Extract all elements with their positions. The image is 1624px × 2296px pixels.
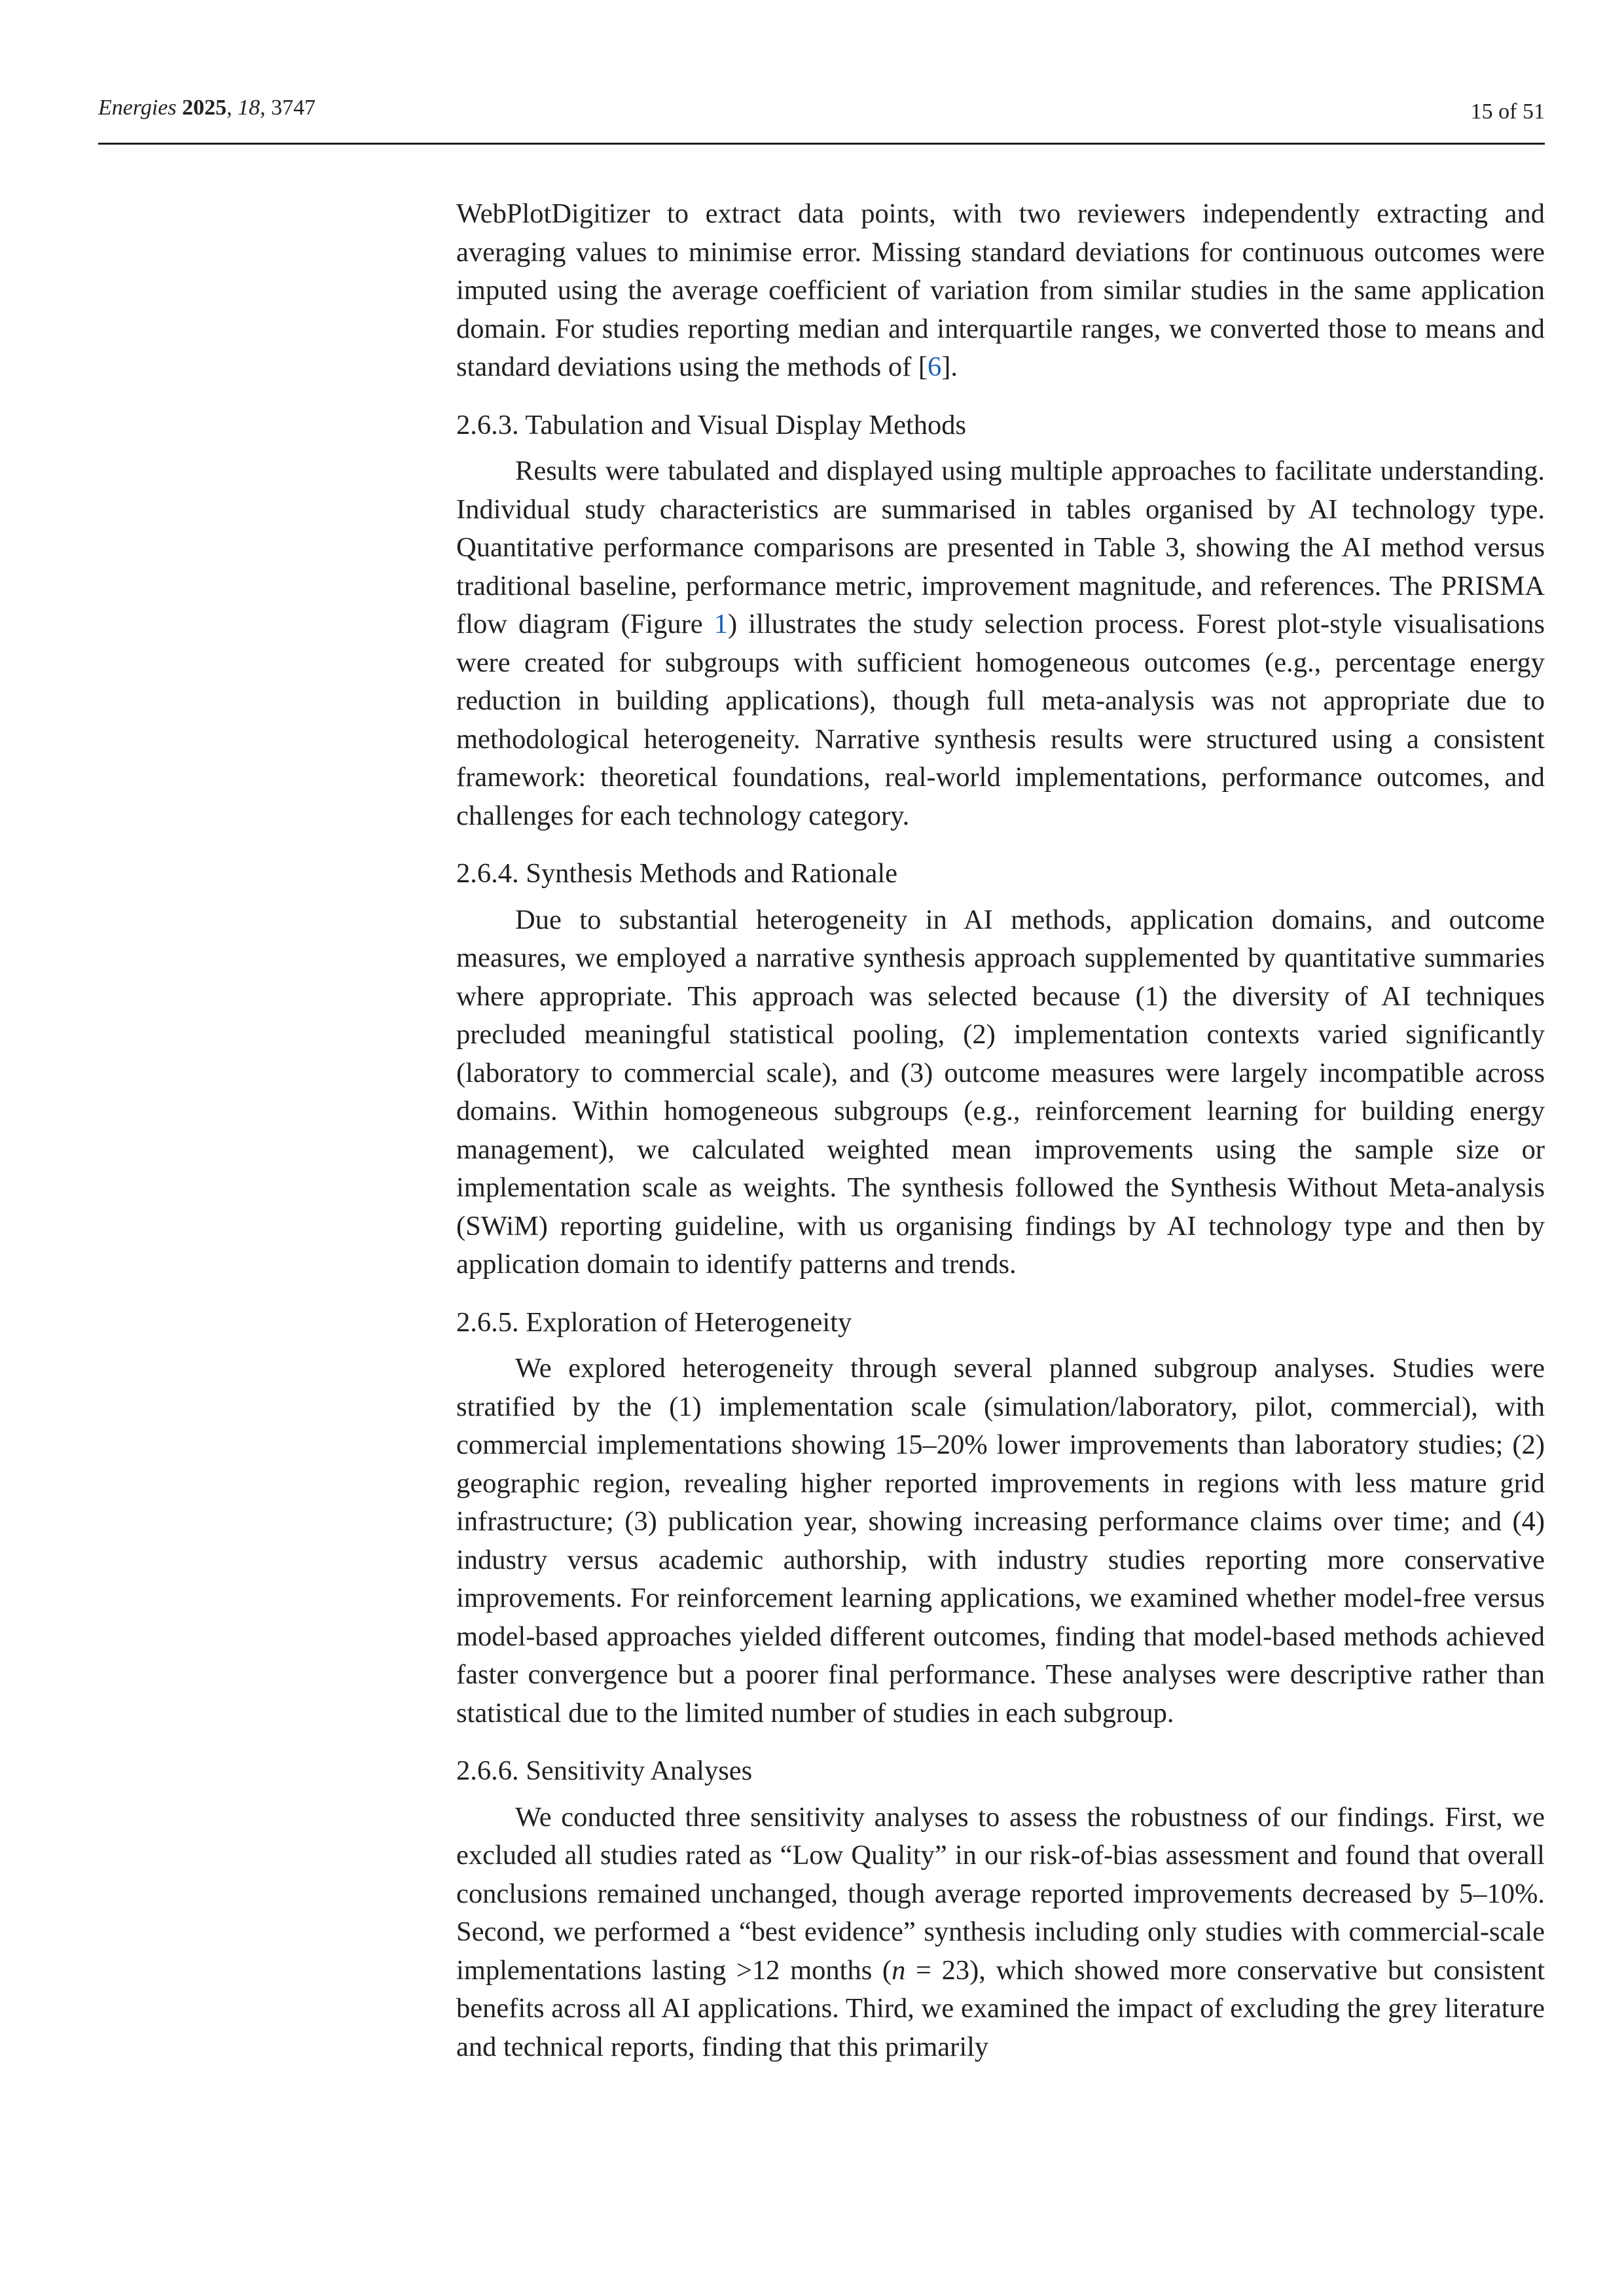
sample-size-symbol: n (892, 1954, 906, 1986)
section-paragraph-2-6-6 (456, 1799, 1545, 2067)
journal-citation: Energies 2025, 18, 3747 (98, 96, 316, 120)
section-text-end: = 23), which showed more conservative but consistent benefits across all AI applications. Third, we examined the impact of excluding the grey literature and technical reports, finding that this primarily (456, 1954, 1545, 2062)
section-heading-2-6-5: 2.6.5. Exploration of Heterogeneity (456, 1306, 852, 1338)
journal-name: Energies (98, 96, 177, 120)
intro-text: WebPlotDigitizer to extract data points, with two reviewers independently extracting and averaging values to minimise error. Missing standard deviations for continuous outcomes were imputed using the average coefficient of variation from similar studies in the same application domain. For studies reporting median and interquartile ranges, we converted those to means and standard deviations using the methods of [ (456, 198, 1545, 382)
section-text: Results were tabulated and displayed using multiple approaches to facilitate understanding. Individual study characteristics are summarised in tables organised by AI technology type. Quantitative performance comparisons are presented in Table 3, showing the AI method versus traditional baseline, performance metric, improvement magnitude, and references. The PRISMA flow diagram (Figure (456, 456, 1545, 639)
intro-paragraph (456, 195, 1545, 387)
section-text-end: ) illustrates the study selection process. Forest plot-style visualisations were created for subgroups with sufficient homogeneous outcomes (e.g., percentage energy reduction in building applications), though full meta-analysis was not appropriate due to methodological heterogeneity. Narrative synthesis results were structured using a consistent framework: theoretical foundations, real-world implementations, performance outcomes, and challenges for each technology category. (456, 609, 1545, 831)
section-heading-2-6-6: 2.6.6. Sensitivity Analyses (456, 1755, 753, 1786)
section-text: We conducted three sensitivity analyses to assess the robustness of our findings. First, we excluded all studies rated as “Low Quality” in our risk-of-bias assessment and found that overall conclusions remained unchanged, though average reported improvements decreased by 5–10%. Second, we performed a “best evidence” synthesis including only studies with commercial-scale implementations lasting >12 months ( (456, 1801, 1545, 1986)
main-text (456, 195, 1545, 2066)
section-paragraph-2-6-3 (456, 452, 1545, 835)
section-paragraph-2-6-5: We explored heterogeneity through several planned subgroup analyses. Studies were stratified by the (1) implementation scale (simulation/laboratory, pilot, commercial), with commercial implementations showing 15–20% lower improvements than laboratory studies; (2) geographic region, revealing higher reported improvements in regions with less mature grid infrastructure; (3) publication year, showing increasing performance claims over time; and (4) industry versus academic authorship, with industry studies reporting more conservative improvements. For reinforcement learning applications, we examined whether model-free versus model-based approaches yielded different outcomes, finding that model-based methods achieved faster convergence but a poorer final performance. These analyses were descriptive rather than statistical due to the limited number of studies in each subgroup. (456, 1353, 1545, 1729)
page-header (98, 92, 1545, 145)
section-heading-2-6-4: 2.6.4. Synthesis Methods and Rationale (456, 858, 898, 889)
section-heading-2-6-3: 2.6.3. Tabulation and Visual Display Methods (456, 409, 967, 440)
intro-text-end: ]. (941, 351, 958, 382)
article-number: 3747 (271, 96, 316, 120)
citation-link-6[interactable]: 6 (928, 351, 942, 382)
journal-year: 2025 (182, 96, 227, 120)
section-paragraph-2-6-4: Due to substantial heterogeneity in AI methods, application domains, and outcome measures, we employed a narrative synthesis approach supplemented by quantitative summaries where appropriate. This approach was selected because (1) the diversity of AI techniques precluded meaningful statistical pooling, (2) implementation contexts varied significantly (laboratory to commercial scale), and (3) outcome measures were largely incompatible across domains. Within homogeneous subgroups (e.g., reinforcement learning for building energy management), we calculated weighted mean improvements using the sample size or implementation scale as weights. The synthesis followed the Synthesis Without Meta-analysis (SWiM) reporting guideline, with us organising findings by AI technology type and then by application domain to identify patterns and trends. (456, 904, 1545, 1280)
journal-volume: 18 (238, 96, 261, 120)
page-number: 15 of 51 (1470, 99, 1545, 124)
figure-link-1[interactable]: 1 (713, 609, 728, 639)
